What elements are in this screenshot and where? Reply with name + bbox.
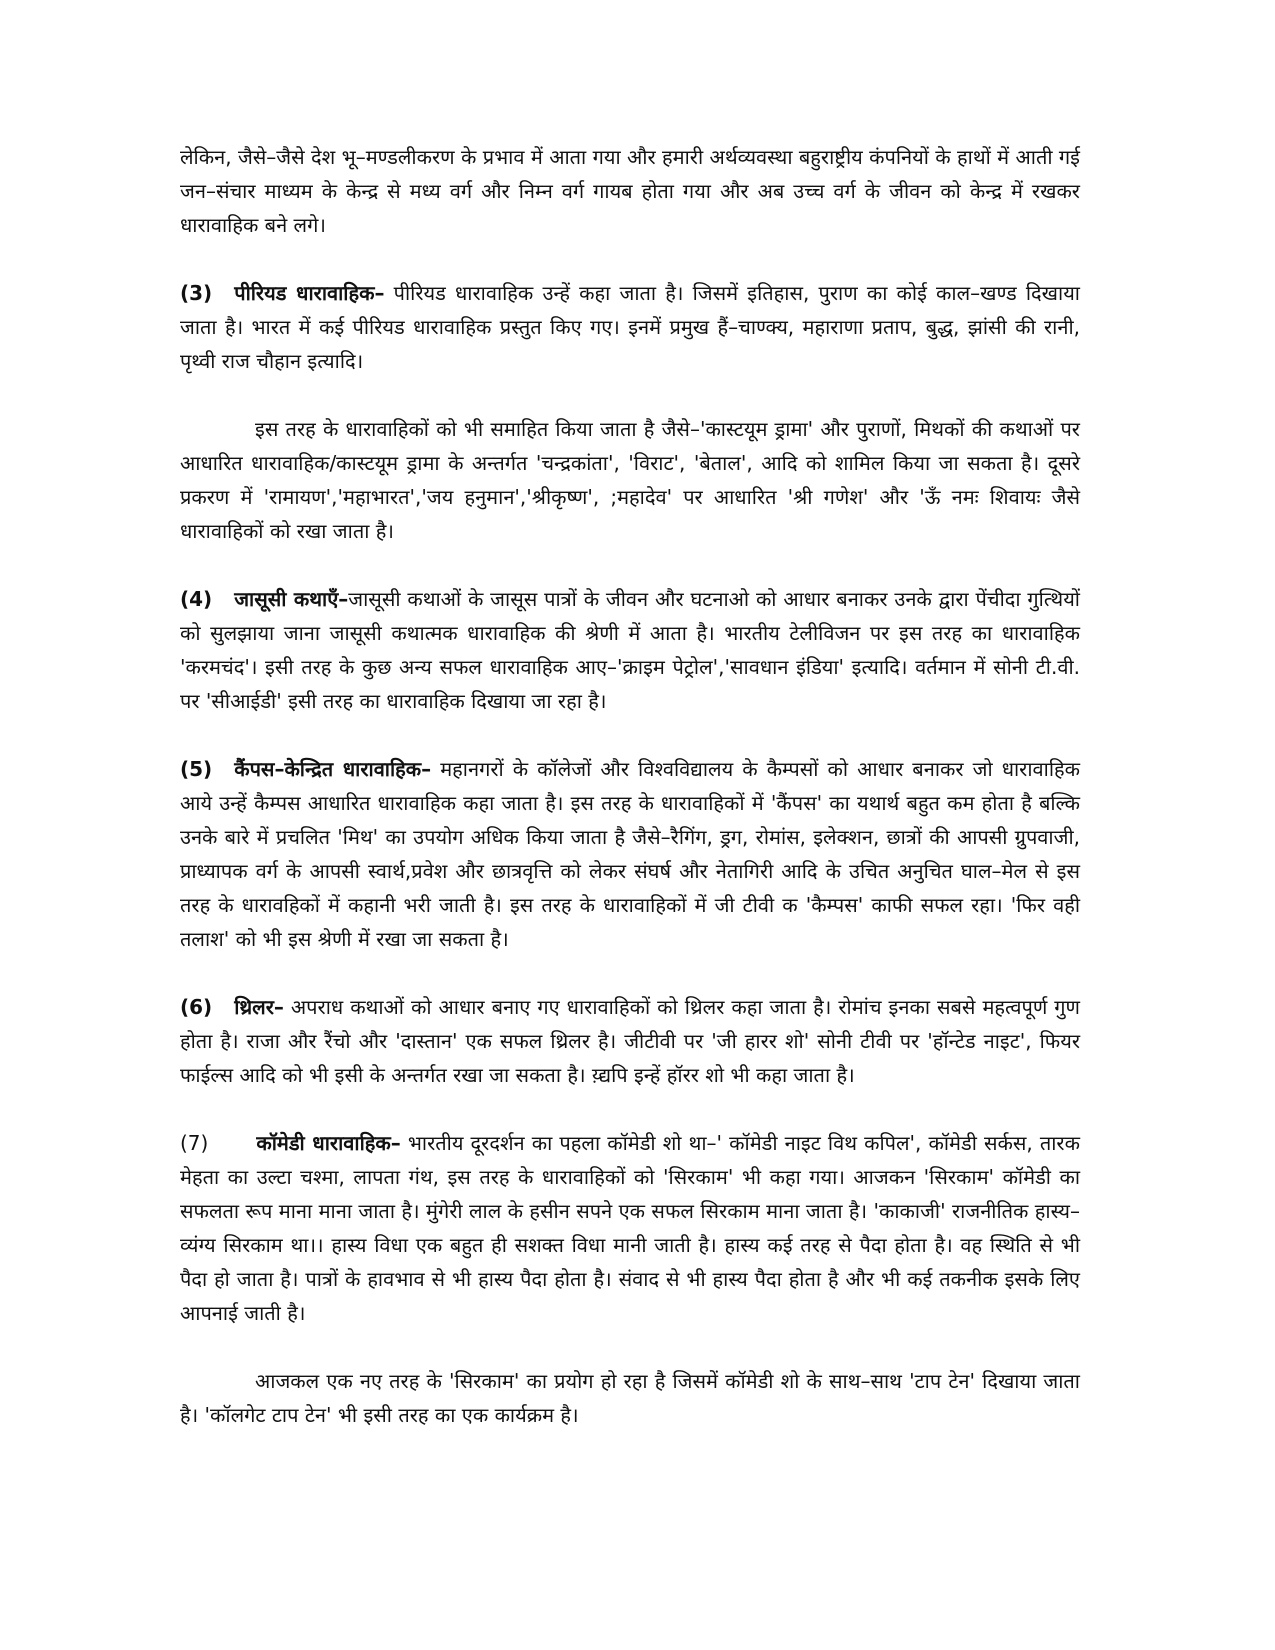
- paragraph-spacer: [180, 378, 1080, 412]
- section-number: (6): [180, 995, 213, 1019]
- section-body: महानगरों के कॉलेजों और विश्वविद्यालय के कैम्पसों को आधार बनाकर जो धारावाहिक आये उन्हें कैम्पस आधारित धारावाहिक कहा जाता है। इस तरह के धारावाहिकों में 'कैंपस' का यथार्थ बहुत कम होता है बल्कि उनके बारे में प्रचलित 'मिथ' का उपयोग अधिक किया जाता है जैसे–रैगिंग, ड्रग, रोमांस, इलेक्शन, छात्रों की आपसी ग्रुपवाजी, प्राध्यापक वर्ग के आपसी स्वार्थ,प्रवेश और छात्रवृत्ति को लेकर संघर्ष और नेतागिरी आदि के उचित अनुचित घाल–मेल से इस तरह के धारावहिकों में कहानी भरी जाती है। इस तरह के धारावाहिकों में जी टीवी क 'कैम्पस' काफी सफल रहा। 'फिर वही तलाश' को भी इस श्रेणी में रखा जा सकता है।: [180, 757, 1080, 951]
- section-heading: जासूसी कथाएँ–: [234, 587, 349, 611]
- section-heading: पीरियड धारावाहिक–: [234, 281, 385, 305]
- section-detective-stories: [180, 582, 1080, 718]
- paragraph-spacer: [180, 956, 1080, 990]
- paragraph-spacer: [180, 1092, 1080, 1126]
- section-comedy-extra: आजकल एक नए तरह के 'सिरकाम' का प्रयोग हो रहा है जिसमें कॉमेडी शो के साथ–साथ 'टाप टेन' दिखाया जाता है। 'कॉलगेट टाप टेन' भी इसी तरह का एक कार्यक्रम है।: [180, 1369, 1080, 1427]
- paragraph-spacer: [180, 1330, 1080, 1364]
- section-number: (7): [180, 1131, 209, 1155]
- section-period-serial: [180, 276, 1080, 378]
- section-body: जासूसी कथाओं के जासूस पात्रों के जीवन और घटनाओ को आधार बनाकर उनके द्वारा पेंचीदा गुत्थियों को सुलझाया जाना जासूसी कथात्मक धारावाहिक की श्रेणी में आता है। भारतीय टेलीविजन पर इस तरह का धारावाहिक 'करमचंद'। इसी तरह के कुछ अन्य सफल धारावाहिक आए–'क्राइम पेट्रोल','सावधान इंडिया' इत्यादि। वर्तमान में सोनी टी.वी. पर 'सीआईडी' इसी तरह का धारावाहिक दिखाया जा रहा है।: [180, 587, 1080, 713]
- section-heading: कॉमेडी धारावाहिक–: [256, 1131, 401, 1155]
- section-body: भारतीय दूरदर्शन का पहला कॉमेडी शो था–' कॉमेडी नाइट विथ कपिल', कॉमेडी सर्कस, तारक मेहता का उल्टा चश्मा, लापता गंथ, इस तरह के धारावाहिकों को 'सिरकाम' भी कहा गया। आजकन 'सिरकाम' कॉमेडी का सफलता रूप माना माना जाता है। मुंगेरी लाल के हसीन सपने एक सफल सिरकाम माना जाता है। 'काकाजी' राजनीतिक हास्य–व्यंग्य सिरकाम था।। हास्य विधा एक बहुत ही सशक्त विधा मानी जाती है। हास्य कई तरह से पैदा होता है। वह स्थिति से भी पैदा हो जाता है। पात्रों के हावभाव से भी हास्य पैदा होता है। संवाद से भी हास्य पैदा होता है और भी कई तकनीक इसके लिए आपनाई जाती है।: [180, 1131, 1080, 1325]
- section-number: (4): [180, 587, 213, 611]
- section-body: पीरियड धारावाहिक उन्हें कहा जाता है। जिसमें इतिहास, पुराण का कोई काल–खण्ड दिखाया जाता है। भारत में कई पीरियड धारावाहिक प्रस्तुत किए गए। इनमें प्रमुख हैं–चाण्क्य, महाराणा प्रताप, बुद्ध, झांसी की रानी, पृथ्वी राज चौहान इत्यादि।: [180, 281, 1080, 373]
- section-heading: कैंपस–केन्द्रित धारावाहिक–: [234, 757, 432, 781]
- section-comedy-serial: [180, 1126, 1080, 1330]
- section-number: (5): [180, 757, 213, 781]
- section-body: अपराध कथाओं को आधार बनाए गए धारावाहिकों को थ्रिलर कहा जाता है। रोमांच इनका सबसे महत्वपूर्ण गुण होता है। राजा और रैंचो और 'दास्तान' एक सफल थ्रिलर है। जीटीवी पर 'जी हारर शो' सोनी टीवी पर 'हॉन्टेड नाइट', फियर फाईल्स आदि को भी इसी के अन्तर्गत रखा जा सकता है। य़्द्यपि इन्हें हॉरर शो भी कहा जाता है।: [180, 995, 1080, 1087]
- paragraph-spacer: [180, 718, 1080, 752]
- section-number: (3): [180, 281, 213, 305]
- section-campus-serial: [180, 752, 1080, 956]
- paragraph-spacer: [180, 548, 1080, 582]
- section-period-extra: इस तरह के धारावाहिकों को भी समाहित किया जाता है जैसे–'कास्टयूम ड्रामा' और पुराणों, मिथकों की कथाओं पर आधारित धारावाहिक/कास्टयूम ड्रामा के अन्तर्गत 'चन्द्रकांता', 'विराट', 'बेताल', आदि को शामिल किया जा सकता है। दूसरे प्रकरण में 'रामायण','महाभारत','जय हनुमान','श्रीकृष्ण', ;महादेव' पर आधारित 'श्री गणेश' और 'ऊँ नमः शिवायः जैसे धारावाहिकों को रखा जाता है।: [180, 417, 1080, 543]
- intro-paragraph: लेकिन, जैसे–जैसे देश भू–मण्डलीकरण के प्रभाव में आता गया और हमारी अर्थव्यवस्था बहुराष्ट्रीय कंपनियों के हाथों में आती गई जन–संचार माध्यम के केन्द्र से मध्य वर्ग और निम्न वर्ग गायब होता गया और अब उच्च वर्ग के जीवन को केन्द्र में रखकर धारावाहिक बने लगे।: [180, 145, 1080, 237]
- section-heading: थ्रिलर–: [234, 995, 284, 1019]
- section-thriller: [180, 990, 1080, 1092]
- paragraph-spacer: [180, 242, 1080, 276]
- document-page: [180, 140, 1080, 1432]
